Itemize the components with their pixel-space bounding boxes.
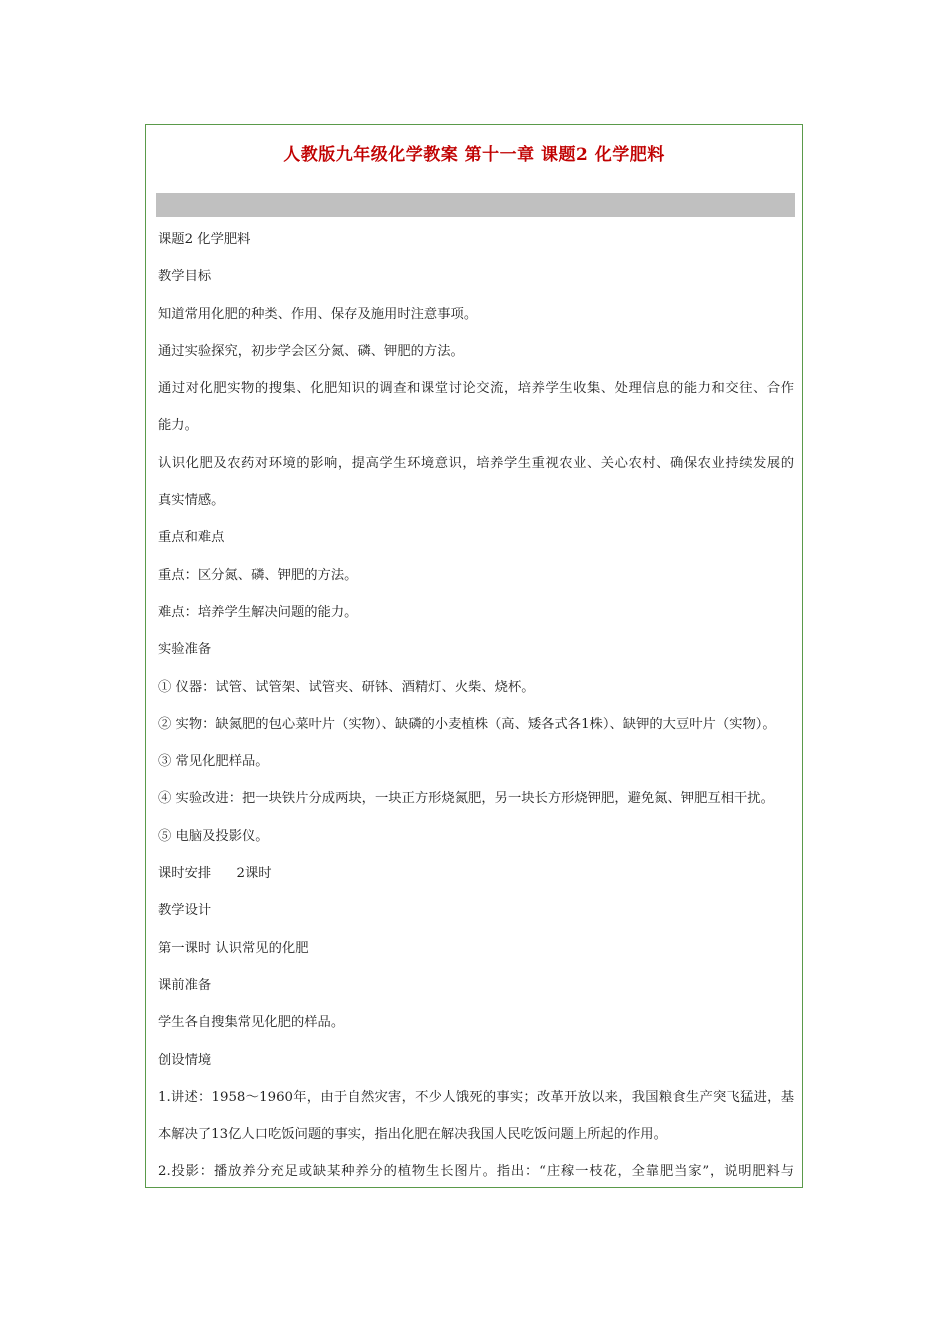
section-heading: 课前准备 [158,977,212,993]
paragraph-line: 通过对化肥实物的搜集、化肥知识的调查和课堂讨论交流，培养学生收集、处理信息的能力和交往、合作 [158,381,794,397]
list-item: ⑤ 电脑及投影仪。 [158,828,269,844]
paragraph-line: 能力。 [158,418,198,434]
section-heading-preparation: 实验准备 [158,642,212,658]
list-item: ④ 实验改进：把一块铁片分成两块，一块正方形烧氮肥，另一块长方形烧钾肥，避免氮、钾肥互相干扰。 [158,791,774,807]
section-heading-goals: 教学目标 [158,269,212,285]
lesson-heading: 课题2 化学肥料 [158,232,251,247]
list-item: ③ 常见化肥样品。 [158,754,269,770]
paragraph-line: 难点：培养学生解决问题的能力。 [158,604,358,620]
document-body [158,221,794,1188]
paragraph-line: 认识化肥及农药对环境的影响，提高学生环境意识，培养学生重视农业、关心农村、确保农业持续发展的 [158,455,794,471]
paragraph-line: 本解决了13亿人口吃饭问题的事实，指出化肥在解决我国人民吃饭问题上所起的作用。 [158,1127,667,1143]
paragraph-line: 2.投影：播放养分充足或缺某种养分的植物生长图片。指出：“庄稼一枝花，全靠肥当家”，说明肥料与 [158,1164,794,1180]
section-heading: 创设情境 [158,1052,212,1068]
paragraph-line: 真实情感。 [158,493,225,509]
subsection-heading: 第一课时 认识常见的化肥 [158,940,309,956]
header-bar [156,193,795,217]
list-item: ② 实物：缺氮肥的包心菜叶片（实物）、缺磷的小麦植株（高、矮各式各1株）、缺钾的大豆叶片（实物）。 [158,716,776,732]
section-heading-design: 教学设计 [158,903,212,919]
section-heading-keypoints: 重点和难点 [158,530,225,546]
list-item: ① 仪器：试管、试管架、试管夹、研钵、酒精灯、火柴、烧杯。 [158,679,535,695]
schedule-line: 课时安排 2课时 [158,866,272,882]
document-title: 人教版九年级化学教案 第十一章 课题2 化学肥料 [283,145,665,165]
paragraph-line: 1.讲述：1958～1960年，由于自然灾害，不少人饿死的事实；改革开放以来，我国粮食生产突飞猛进，基 [158,1089,794,1105]
document-frame [145,124,803,1188]
paragraph-line: 知道常用化肥的种类、作用、保存及施用时注意事项。 [158,306,478,322]
paragraph-line: 学生各自搜集常见化肥的样品。 [158,1015,345,1031]
paragraph-line: 重点：区分氮、磷、钾肥的方法。 [158,567,358,583]
paragraph-line: 通过实验探究，初步学会区分氮、磷、钾肥的方法。 [158,343,464,359]
